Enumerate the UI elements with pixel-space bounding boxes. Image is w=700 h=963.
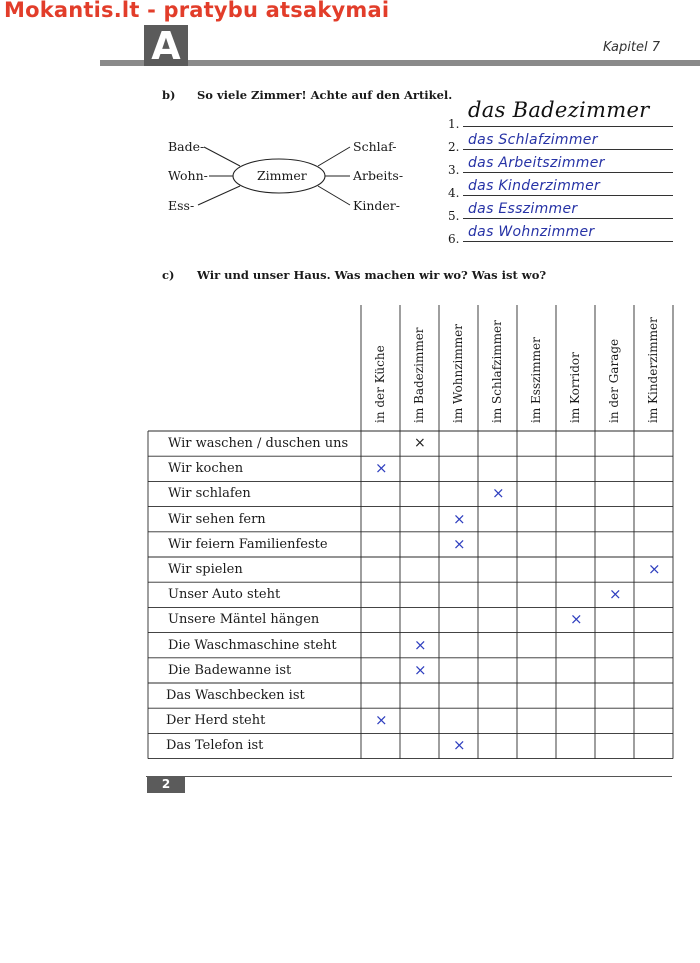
answer-handwritten: das Badezimmer: [468, 98, 650, 122]
answer-number: 3.: [448, 163, 460, 177]
answer-number: 4.: [448, 186, 460, 200]
task-b-title: So viele Zimmer! Achte auf den Artikel.: [197, 88, 453, 102]
column-header: im Badezimmer: [412, 327, 426, 423]
answer-mark: ×: [375, 459, 388, 478]
answer-number: 1.: [448, 117, 460, 131]
answer-mark: ×: [648, 560, 661, 578]
row-label: Das Telefon ist: [166, 738, 264, 754]
answer-handwritten: das Esszimmer: [468, 201, 578, 217]
answer-mark: ×: [609, 585, 622, 604]
row-label: Unser Auto steht: [168, 587, 281, 603]
column-header: in der Garage: [607, 338, 621, 423]
answer-handwritten: das Schlafzimmer: [468, 132, 598, 148]
word-right-1: Schlaf-: [353, 139, 397, 154]
task-c-label: c): [162, 268, 175, 282]
word-left-3: Ess-: [168, 198, 195, 213]
answer-mark: ×: [414, 660, 427, 679]
row-label: Wir schlafen: [168, 486, 251, 502]
column-header: im Schlafzimmer: [490, 320, 504, 423]
row-label: Wir sehen fern: [168, 511, 266, 527]
answer-handwritten: das Kinderzimmer: [468, 178, 601, 194]
answer-number: 5.: [448, 209, 460, 223]
row-label: Der Herd steht: [166, 713, 266, 729]
row-label: Das Waschbecken ist: [166, 688, 305, 703]
answer-number: 6.: [448, 232, 460, 246]
row-label: Wir waschen / duschen uns: [168, 436, 349, 451]
word-right-3: Kinder-: [353, 198, 400, 213]
answer-mark: ×: [492, 484, 505, 503]
task-c-title: Wir und unser Haus. Was machen wir wo? Was ist wo?: [197, 268, 547, 282]
answer-mark: ×: [570, 610, 583, 629]
answer-mark: ×: [453, 534, 466, 553]
answer-mark: ×: [414, 635, 427, 654]
row-label: Unsere Mäntel hängen: [168, 612, 320, 628]
answer-handwritten: das Arbeitszimmer: [468, 155, 605, 171]
answer-mark: ×: [453, 509, 466, 528]
row-label: Wir spielen: [168, 562, 243, 577]
answer-mark: ×: [453, 736, 466, 755]
row-label: Die Badewanne ist: [168, 662, 292, 678]
column-header: im Korridor: [568, 352, 582, 423]
word-web-center: Zimmer: [257, 168, 307, 183]
answer-mark: ×: [375, 711, 388, 730]
row-label: Wir feiern Familienfeste: [168, 536, 328, 552]
row-label: Wir kochen: [168, 461, 244, 477]
section-tab: A: [144, 25, 188, 66]
word-left-1: Bade-: [168, 139, 205, 154]
column-header: im Esszimmer: [529, 337, 543, 423]
answer-number: 2.: [448, 140, 460, 154]
column-header: in der Küche: [373, 345, 387, 423]
column-header: im Kinderzimmer: [646, 317, 660, 423]
footer-rule: [146, 776, 672, 777]
word-left-2: Wohn-: [168, 168, 208, 183]
watermark-text: Mokantis.lt - pratybu atsakymai: [4, 0, 390, 22]
column-header: im Wohnzimmer: [451, 324, 465, 423]
row-label: Die Waschmaschine steht: [168, 637, 337, 653]
answer-handwritten: das Wohnzimmer: [468, 224, 595, 240]
word-right-2: Arbeits-: [353, 168, 404, 183]
page-number: 2: [147, 776, 185, 793]
task-b-label: b): [162, 88, 176, 102]
answer-mark: ×: [414, 435, 426, 451]
chapter-label: Kapitel 7: [603, 40, 661, 55]
